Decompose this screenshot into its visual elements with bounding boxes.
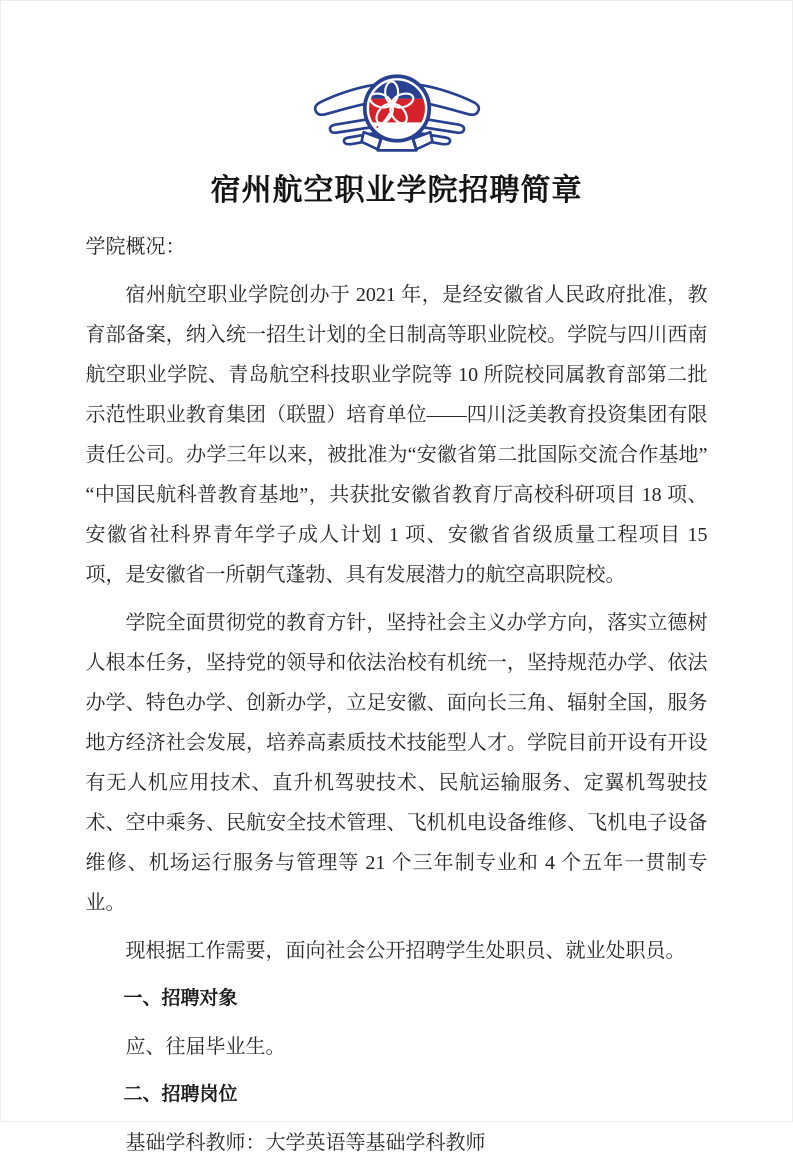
heading-recruitment-target: 一、招聘对象 — [123, 987, 238, 1009]
paragraph-posts-detail: 基础学科教师：大学英语等基础学科教师 — [125, 1131, 486, 1154]
roundel-icon — [364, 76, 428, 140]
document-title: 宿州航空职业学院招聘简章 — [210, 173, 583, 207]
paragraph-recruitment-note: 现根据工作需要，面向社会公开招聘学生处职员、就业处职员。 — [125, 939, 686, 962]
heading-recruitment-posts: 二、招聘岗位 — [123, 1083, 238, 1105]
college-emblem-icon — [311, 73, 483, 153]
paragraph-target-detail: 应、往届毕业生。 — [125, 1035, 286, 1058]
document-body — [86, 227, 708, 1163]
paragraph-college-intro: 宿州航空职业学院创办于 2021 年，是经安徽省人民政府批准，教育部备案，纳入统一招生计划的全日制高等职业院校。学院与四川西南航空职业学院、青岛航空科技职业学院等 10 所院校同属教育部第二批示范性职业教育集团（联盟）培育单位——四川泛美教育投资集团有限责任公司。办学三年以来，被批准为“安徽省第二批国际交流合作基地”“中国民航科普教育基地”，共获批安徽省教育厅高校科研项目 18 项、安徽省社科界青年学子成人计划 1 项、安徽省省级质量工程项目 15 项，是安徽省一所朝气蓬勃、具有发展潜力的航空高职院校。 — [85, 283, 708, 586]
college-logo — [311, 73, 483, 153]
section-label-overview: 学院概况： — [85, 235, 186, 258]
paragraph-college-mission: 学院全面贯彻党的教育方针，坚持社会主义办学方向，落实立德树人根本任务，坚持党的领导和依法治校有机统一，坚持规范办学、依法办学、特色办学、创新办学，立足安徽、面向长三角、辐射全国，服务地方经济社会发展，培养高素质技术技能型人才。学院目前开设有开设有无人机应用技术、直升机驾驶技术、民航运输服务、定翼机驾驶技术、空中乘务、民航安全技术管理、飞机机电设备维修、飞机电子设备维修、机场运行服务与管理等 21 个三年制专业和 4 个五年一贯制专业。 — [85, 611, 708, 914]
